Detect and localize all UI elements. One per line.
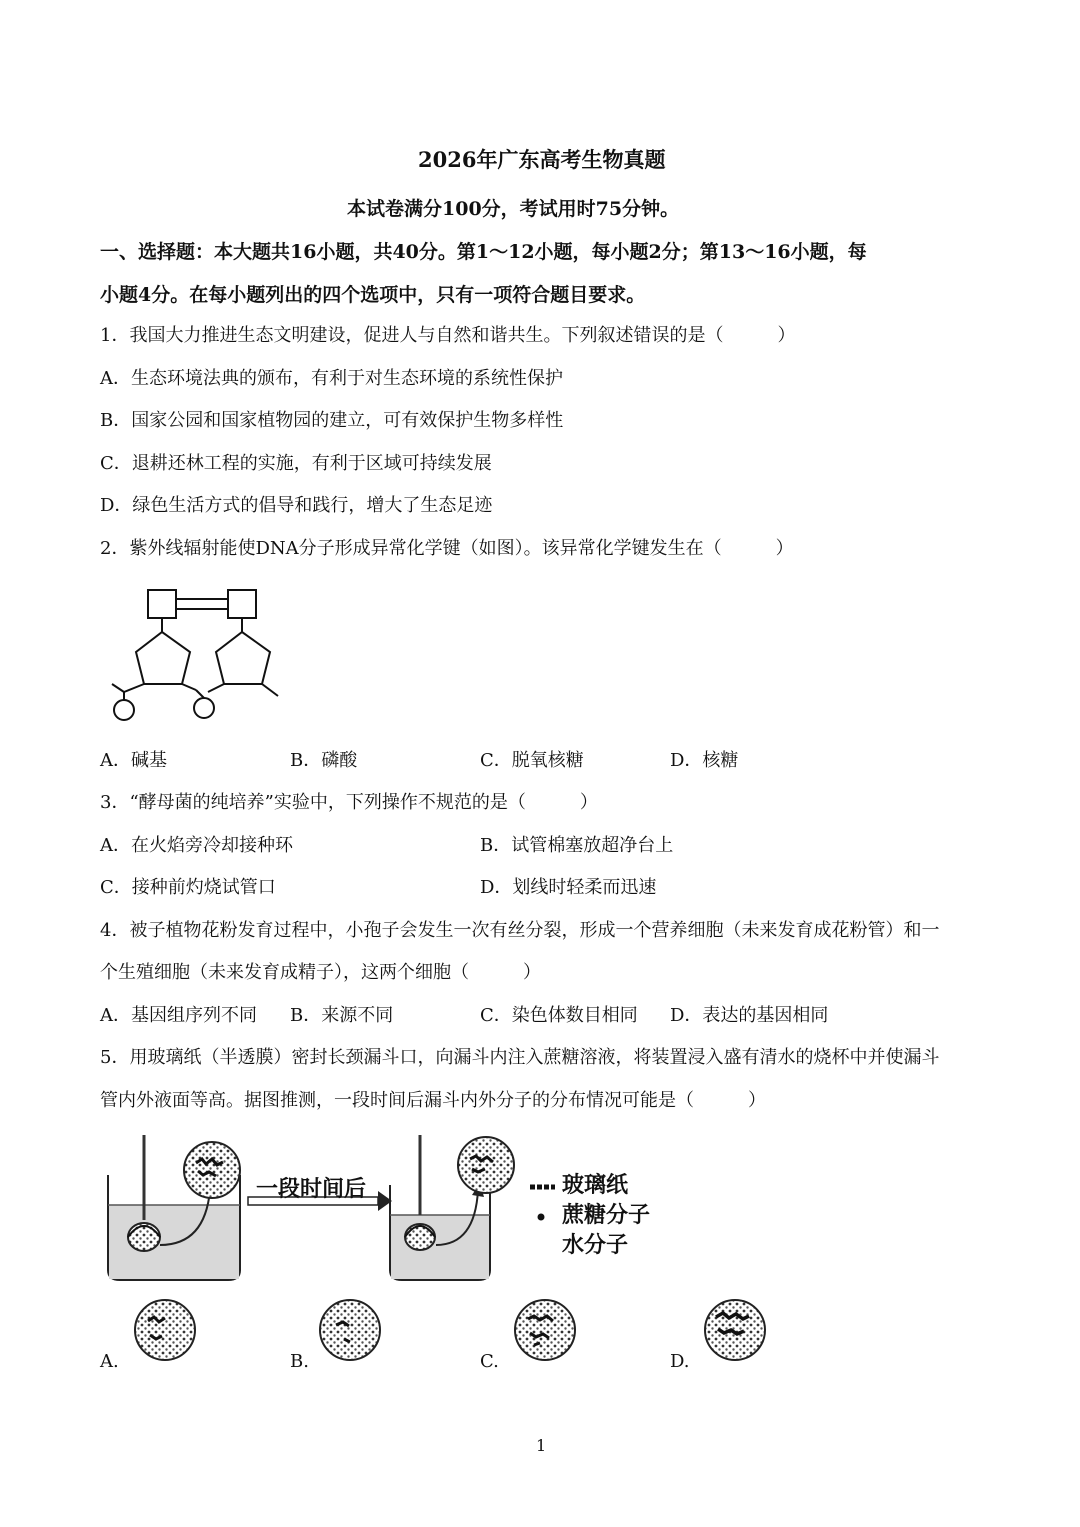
- q5-circle-c: [515, 1300, 575, 1360]
- q1-option-d: D．绿色生活方式的倡导和践行，增大了生态足迹: [100, 495, 493, 516]
- q2-option-c: C．脱氧核糖: [480, 750, 584, 771]
- q5-legend-glass: 玻璃纸: [562, 1173, 629, 1198]
- q5-circle-d: [705, 1300, 765, 1360]
- q4-option-d: D．表达的基因相同: [670, 1005, 829, 1026]
- magnified-view-before: [184, 1142, 240, 1198]
- q4-option-b: B．来源不同: [290, 1005, 394, 1026]
- q2-option-d: D．核糖: [670, 750, 739, 771]
- q5-circle-a: [135, 1300, 195, 1360]
- q5-legend-water: 水分子: [562, 1233, 629, 1258]
- q5-arrow-label: 一段时间后: [256, 1177, 367, 1202]
- q4-stem-line2: 个生殖细胞（未来发育成精子），这两个细胞（ ）: [100, 962, 541, 983]
- q3-option-c: C．接种前灼烧试管口: [100, 877, 276, 898]
- q5-option-d: D.: [670, 1351, 690, 1372]
- q3-stem: 3．“酵母菌的纯培养”实验中，下列操作不规范的是（ ）: [100, 792, 598, 813]
- q5-option-circles: [0, 1295, 1080, 1375]
- q5-stem-line1: 5．用玻璃纸（半透膜）密封长颈漏斗口，向漏斗内注入蔗糖溶液，将装置浸入盛有清水的烧杯中并使漏斗: [100, 1047, 940, 1068]
- q2-option-a: A．碱基: [100, 750, 167, 771]
- magnified-view-after: [458, 1137, 514, 1193]
- q1-option-a: A．生态环境法典的颁布，有利于对生态环境的系统性保护: [100, 368, 563, 389]
- q4-option-a: A．基因组序列不同: [100, 1005, 257, 1026]
- q4-option-c: C．染色体数目相同: [480, 1005, 638, 1026]
- q2-stem: 2．紫外线辐射能使DNA分子形成异常化学键（如图）。该异常化学键发生在（ ）: [100, 538, 794, 559]
- q5-stem-line2: 管内外液面等高。据图推测，一段时间后漏斗内外分子的分布情况可能是（ ）: [100, 1090, 766, 1111]
- q5-legend-sucrose: 蔗糖分子: [562, 1203, 651, 1228]
- exam-info: 本试卷满分100分，考试用时75分钟。: [347, 198, 680, 220]
- q1-option-b: B．国家公园和国家植物园的建立，可有效保护生物多样性: [100, 410, 564, 431]
- q5-option-a: A.: [100, 1351, 119, 1372]
- q2-option-b: B．磷酸: [290, 750, 358, 771]
- q5-option-b: B.: [290, 1351, 309, 1372]
- section-header-line2: 小题4分。在每小题列出的四个选项中，只有一项符合题目要求。: [100, 284, 646, 306]
- page-number: 1: [536, 1436, 547, 1455]
- page-title: 2026年广东高考生物真题: [418, 147, 666, 172]
- q5-option-c: C.: [480, 1351, 499, 1372]
- section-header-line1: 一、选择题：本大题共16小题，共40分。第1～12小题，每小题2分；第13～16小题，每: [100, 241, 867, 263]
- q3-option-d: D．划线时轻柔而迅速: [480, 877, 657, 898]
- q3-option-a: A．在火焰旁冷却接种环: [100, 835, 293, 856]
- q5-circle-b: [320, 1300, 380, 1360]
- q4-stem-line1: 4．被子植物花粉发育过程中，小孢子会发生一次有丝分裂，形成一个营养细胞（未来发育成花粉管）和一: [100, 920, 940, 941]
- q1-stem: 1．我国大力推进生态文明建设，促进人与自然和谐共生。下列叙述错误的是（ ）: [100, 325, 796, 346]
- dna-dimer-diagram: [100, 580, 300, 730]
- q1-option-c: C．退耕还林工程的实施，有利于区域可持续发展: [100, 453, 492, 474]
- q3-option-b: B．试管棉塞放超净台上: [480, 835, 674, 856]
